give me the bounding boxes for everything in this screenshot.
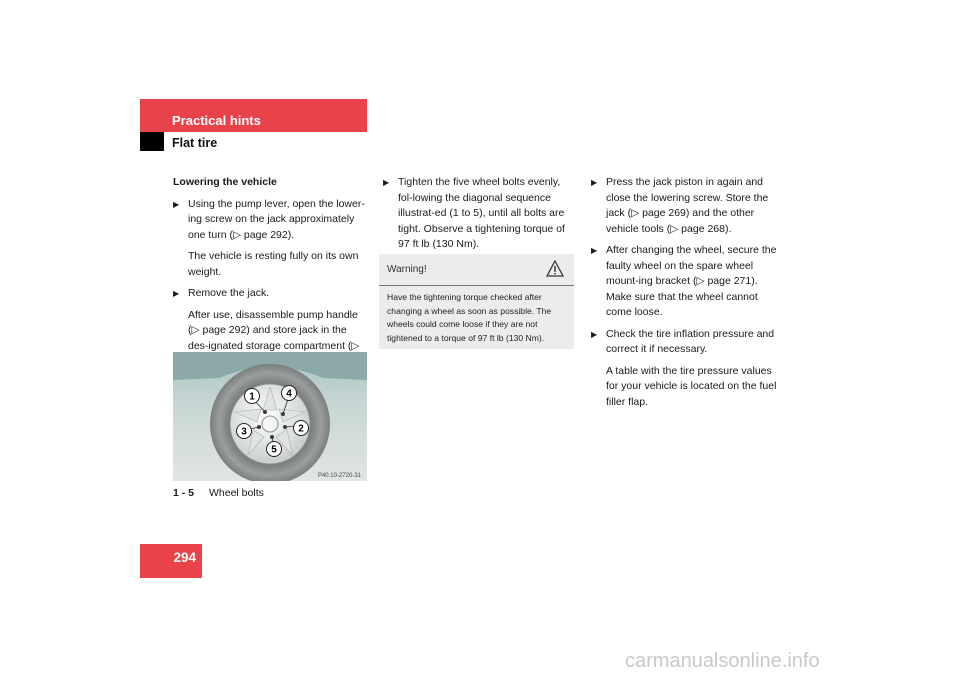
watermark: carmanualsonline.info bbox=[625, 650, 820, 672]
warning-title: Warning! bbox=[387, 264, 427, 275]
bolt-label-5: 5 bbox=[271, 444, 277, 456]
figure-caption bbox=[173, 487, 264, 499]
wheel-illustration bbox=[173, 352, 367, 481]
step-bullet: ▶ Using the pump lever, open the lower-ing screw on the jack approximately one turn (▷ page 292). bbox=[173, 197, 365, 241]
step-bullet: ▶ After changing the wheel, secure the faulty wheel on the spare wheel mount-ing bracket (▷ page 271). Make sure that the wheel cannot come loose. bbox=[591, 244, 777, 318]
bolt-label-4: 4 bbox=[286, 388, 292, 400]
caption-number: 1 - 5 bbox=[173, 487, 195, 499]
step-note: The vehicle is resting fully on its own weight. bbox=[188, 250, 359, 278]
figure-code: P40.10-2720-31 bbox=[317, 473, 361, 479]
column-2 bbox=[383, 175, 576, 259]
step-bullet: ▶ Press the jack piston in again and close the lowering screw. Store the jack (▷ page 269) and the other vehicle tools (▷ page 268). bbox=[591, 176, 769, 235]
header-marker bbox=[140, 132, 164, 151]
step-note: After use, disassemble pump handle (▷ page 292) and store jack in the des-ignated storage compartment (▷ bbox=[188, 308, 360, 352]
bolt-label-3: 3 bbox=[241, 426, 247, 438]
step-heading: Lowering the vehicle bbox=[173, 176, 277, 188]
page-number-tab bbox=[140, 544, 202, 578]
triangle-bullet-icon: ▶ bbox=[591, 246, 598, 255]
column-3 bbox=[591, 175, 781, 416]
warning-text: Have the tightening torque checked after changing a wheel as soon as possible. The wheels could come loose if they are not tightened to a torque of 97 ft lb (130 Nm). bbox=[387, 292, 552, 343]
triangle-bullet-icon: ▶ bbox=[591, 329, 598, 339]
triangle-bullet-icon: ▶ bbox=[173, 289, 180, 298]
caption-text: Wheel bolts bbox=[209, 487, 264, 499]
bolt-label-2: 2 bbox=[298, 423, 304, 435]
step-note: A table with the tire pressure values for your vehicle is located on the fuel filler flap. bbox=[606, 364, 777, 408]
triangle-bullet-icon: ▶ bbox=[383, 178, 390, 187]
page-number: 294 bbox=[173, 550, 196, 565]
step-bullet: ▶ Check the tire inflation pressure and correct it if necessary. bbox=[591, 327, 775, 355]
warning-box bbox=[379, 254, 574, 349]
triangle-bullet-icon: ▶ bbox=[591, 178, 598, 187]
column-1 bbox=[173, 175, 369, 376]
warning-triangle-icon bbox=[546, 260, 564, 277]
section-title: Practical hints bbox=[172, 113, 261, 128]
bolt-label-1: 1 bbox=[249, 391, 255, 403]
wheel-bolts-image bbox=[173, 352, 367, 481]
warning-divider bbox=[379, 285, 574, 286]
step-bullet: ▶ Tighten the five wheel bolts evenly, fol-lowing the diagonal sequence illustrat-ed (1 to 5), until all bolts are tight. Observe a tightening torque of 97 ft lb (130 Nm). bbox=[383, 176, 565, 250]
step-bullet: ▶ Remove the jack. bbox=[173, 286, 369, 302]
triangle-bullet-icon: ▶ bbox=[173, 199, 180, 209]
subsection-title: Flat tire bbox=[172, 136, 218, 150]
